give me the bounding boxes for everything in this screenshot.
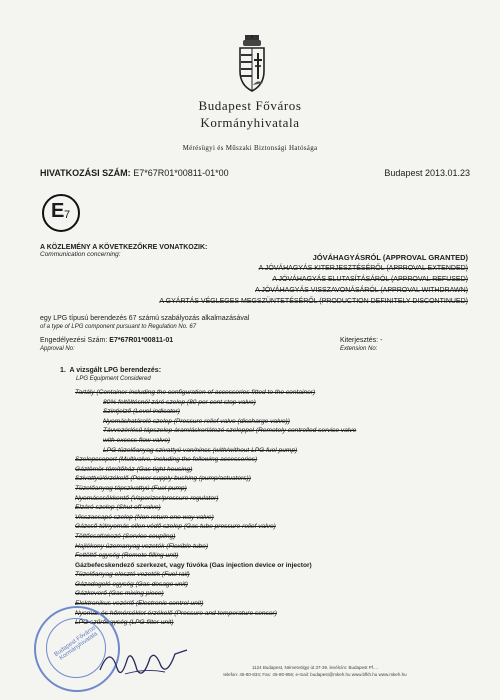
authority-name-line1: Budapest Főváros — [198, 98, 302, 113]
description-en: of a type of LPG component pursuant to Regulation No. 67 — [40, 324, 197, 330]
handwritten-signature — [95, 640, 195, 685]
equipment-item: Szintjelző (Level indicator) — [103, 408, 180, 416]
section-equipment-heading — [60, 366, 161, 384]
status-approval-withdrawn: A JÓVÁHAGYÁS VISSZAVONÁSÁRÓL (APPROVAL WITHDRAWN) — [255, 287, 468, 294]
equipment-item: Gázbefecskendező szerkezet, vagy fúvóka (Gas injection device or injector) — [75, 561, 312, 569]
issue-date: Budapest 2013.01.23 — [384, 168, 470, 178]
equipment-item: Nyomáscsökkentő (Vaporizer/pressure regulator) — [75, 494, 219, 502]
status-list — [88, 252, 468, 307]
reference-label: HIVATKOZÁSI SZÁM: — [40, 168, 131, 178]
reference-row — [40, 168, 470, 178]
equipment-item: Tartály (Container including the configuration of accessories fitted to the container) — [75, 389, 316, 396]
equipment-item: Gázadagoló egység (Gas dosage unit) — [75, 580, 188, 588]
footer-address: 1124 Budapest, Németvölgyi út 37-39. levélcím: Budapest Pf.... — [252, 665, 378, 670]
equipment-item: Szelepcsoport (Multivalve, including the following accessories) — [75, 456, 258, 464]
equipment-item: Szivattyú/érzékelő (Power supply bushing (pump/actuators)) — [75, 475, 251, 483]
e-mark-symbol — [42, 194, 80, 232]
equipment-item: LPG szűrőegység (LPG filter unit) — [75, 619, 174, 627]
section-title-hu: A vizsgált LPG berendezés: — [69, 367, 162, 374]
status-production-discontinued: A GYÁRTÁS VÉGLEGES MEGSZÜNTETÉSÉRŐL (PRODUCTION DEFINITELY DISCONTINUED) — [159, 298, 468, 305]
extension-value: - — [380, 337, 383, 344]
stamp-text: Budapest Főváros Kormányhivatala — [53, 625, 99, 662]
status-approval-extended: A JÓVÁHAGYÁS KITERJESZTÉSÉRŐL (APPROVAL EXTENDED) — [258, 265, 468, 272]
equipment-item: Tüzelőanyag elosztó vezeték (Fuel rail) — [75, 571, 190, 579]
equipment-item: 80% feltöltésnél záró szelep (80 per cent stop valve) — [103, 398, 256, 406]
approval-label-hu: Engedélyezési Szám: — [40, 337, 108, 344]
e-mark-letter: E — [51, 200, 65, 222]
equipment-item: Elzáró szelep (Shut off valve) — [75, 504, 161, 512]
equipment-item: Töltőcsatlakozó (Service coupling) — [75, 532, 176, 540]
section-title-en: LPG Equipment Considered — [76, 376, 151, 382]
equipment-item: Távvezérlésű tápszelep áramláskorlátozó szeleppel (Remotely controlled service valve — [103, 427, 357, 435]
equipment-item: Gáztömör tömítőház (Gas tight housing) — [75, 465, 193, 473]
extension-label-en: Extension No: — [340, 346, 378, 352]
approval-label-en: Approval No: — [40, 346, 75, 352]
equipment-list — [75, 388, 475, 628]
equipment-item: with excess flow valve) — [103, 436, 171, 444]
communication-label-en: Communication concerning: — [40, 251, 121, 258]
reference-number: E7*67R01*00811-01*00 — [133, 168, 229, 178]
status-approval-granted: JÓVÁHAGYÁSRÓL (APPROVAL GRANTED) — [312, 253, 468, 262]
equipment-item: Visszacsapó szelep (Non return one way valve) — [75, 513, 214, 521]
equipment-item: Gázkeverő (Gas mixing piece) — [75, 590, 164, 598]
authority-department: Mérésügyi és Műszaki Biztonsági Hatósága — [182, 144, 318, 152]
communication-label-hu: A KÖZLEMÉNY A KÖVETKEZŐKRE VONATKOZIK: — [40, 244, 208, 251]
equipment-item: Elektronikus vezérlő (Electronic control unit) — [75, 600, 204, 608]
footer-contacts: telefon: 45-80-834; Fax: 45-80-956; e-mail: budapest@mkeh.hu www.bfkh.hu www.mkeh.hu — [223, 672, 407, 677]
equipment-item: Tüzelőanyag tápszivattyú (Fuel pump) — [75, 484, 187, 492]
equipment-item: Nyomáshatároló szelep (Pressure relief valve (discharge valve)) — [103, 417, 290, 425]
section-number: 1. — [60, 367, 66, 374]
extension-label-hu: Kiterjesztés: — [340, 337, 379, 344]
equipment-item: Nyomás és hőmérséklet érzékelő (Pressure and temperature sensor) — [75, 609, 277, 617]
e-mark-number: 7 — [64, 209, 71, 221]
equipment-item: Feltöltő egység (Remote filling unit) — [75, 552, 179, 560]
approval-number-block — [40, 337, 470, 353]
footer-contact — [165, 664, 465, 678]
approval-number: E7*67R01*00811-01 — [109, 337, 174, 344]
hungarian-coat-of-arms-icon — [237, 35, 267, 93]
description-hu: egy LPG típusú berendezés 67 számú szabályozás alkalmazásával — [40, 315, 250, 322]
extension-block — [340, 337, 382, 353]
equipment-item: Hajlékony üzemanyag vezeték (Flexible tube) — [75, 542, 209, 550]
component-description — [40, 314, 249, 332]
equipment-item: LPG tüzelőanyag szivattyú van/nincs (with/without LPG fuel pump) — [103, 446, 298, 454]
status-approval-refused: A JÓVÁHAGYÁS ELUTASÍTÁSÁRÓL (APPROVAL REFUSED) — [272, 276, 468, 283]
authority-name-line2: Kormányhivatala — [200, 115, 300, 130]
equipment-item: Gázcső túlnyomás ellen védő szelep (Gas tube pressure relief valve) — [75, 523, 276, 531]
